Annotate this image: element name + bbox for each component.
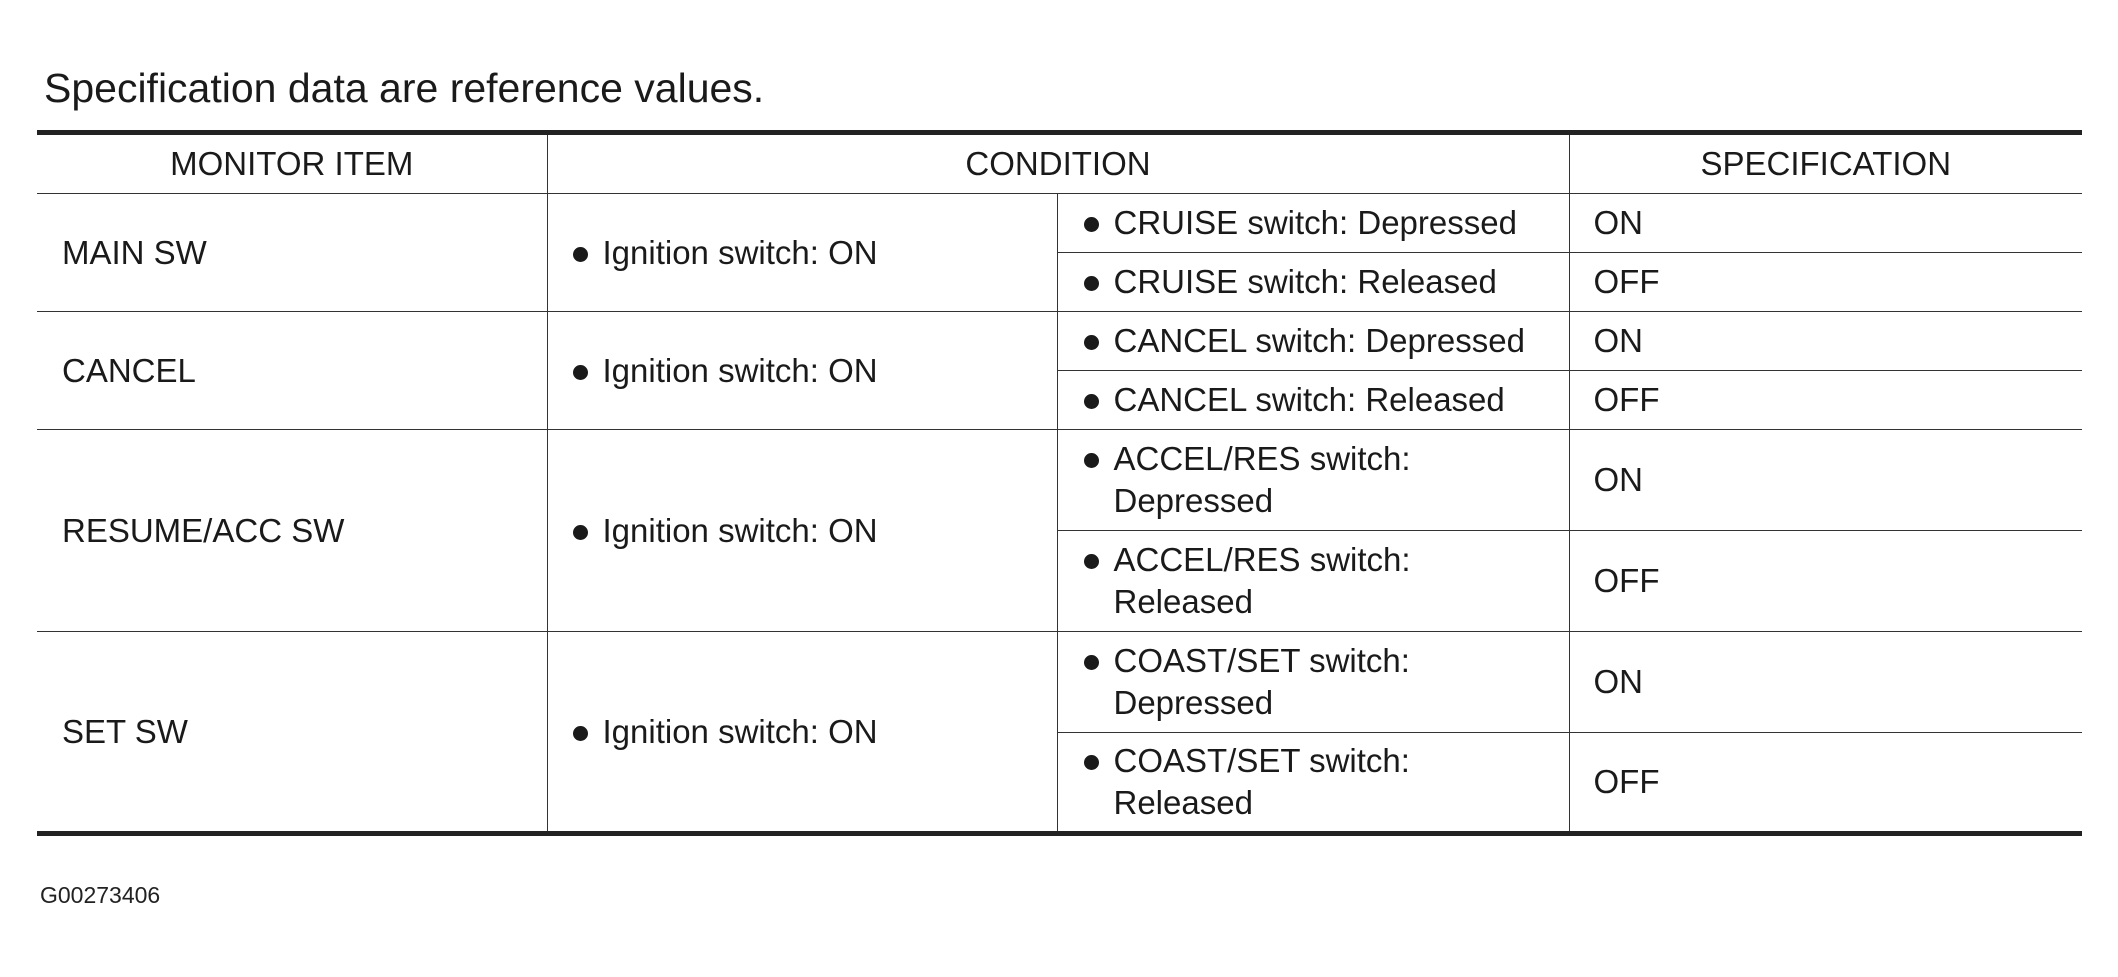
- table-row: [37, 430, 2082, 531]
- bullet-icon: [573, 247, 588, 262]
- switch-condition-line: ACCEL/RES switch:: [1113, 440, 1411, 477]
- switch-condition-cell: [1057, 733, 1569, 834]
- switch-condition-text: CANCEL switch: Depressed: [1113, 322, 1525, 359]
- header-row: [37, 133, 2082, 194]
- ignition-condition-text: Ignition switch: ON: [602, 511, 878, 549]
- bullet-icon: [1084, 276, 1099, 291]
- bullet-icon: [1084, 655, 1099, 670]
- table-row: [37, 194, 2082, 253]
- intro-note: Specification data are reference values.: [44, 65, 765, 111]
- bullet-icon: [1084, 335, 1099, 350]
- header-condition: CONDITION: [547, 133, 1569, 194]
- header-specification: SPECIFICATION: [1569, 133, 2082, 194]
- specification-cell: OFF: [1569, 253, 2082, 312]
- switch-condition-cell: [1057, 312, 1569, 371]
- monitor-item-cell: MAIN SW: [37, 194, 547, 312]
- switch-condition-line: Depressed: [1113, 482, 1274, 519]
- ignition-condition-cell: [547, 430, 1057, 632]
- switch-condition-text: [1114, 740, 1410, 824]
- ignition-condition-cell: [547, 194, 1057, 312]
- switch-condition-line: Released: [1113, 583, 1253, 620]
- bullet-icon: [1084, 554, 1099, 569]
- table-row: [37, 632, 2082, 733]
- ignition-condition-text: Ignition switch: ON: [602, 351, 878, 389]
- switch-condition-text: [1114, 539, 1411, 623]
- specification-cell: OFF: [1569, 371, 2082, 430]
- table-row: [37, 312, 2082, 371]
- monitor-item-cell: SET SW: [37, 632, 547, 834]
- switch-condition-line: Depressed: [1113, 684, 1274, 721]
- monitor-item-cell: RESUME/ACC SW: [37, 430, 547, 632]
- switch-condition-cell: [1057, 371, 1569, 430]
- specification-cell: ON: [1569, 312, 2082, 371]
- bullet-icon: [1084, 453, 1099, 468]
- ignition-condition-cell: [547, 312, 1057, 430]
- specification-table: [37, 130, 2082, 836]
- bullet-icon: [573, 726, 588, 741]
- bullet-icon: [573, 365, 588, 380]
- switch-condition-text: CRUISE switch: Depressed: [1113, 204, 1517, 241]
- switch-condition-line: Released: [1113, 784, 1253, 821]
- switch-condition-text: CANCEL switch: Released: [1113, 381, 1505, 418]
- switch-condition-cell: [1057, 253, 1569, 312]
- ignition-condition-text: Ignition switch: ON: [602, 712, 878, 750]
- switch-condition-cell: [1057, 531, 1569, 632]
- ignition-condition-text: Ignition switch: ON: [602, 233, 878, 271]
- specification-cell: OFF: [1569, 531, 2082, 632]
- switch-condition-text: [1114, 438, 1411, 522]
- switch-condition-text: [1114, 640, 1410, 724]
- ignition-condition-cell: [547, 632, 1057, 834]
- specification-cell: ON: [1569, 430, 2082, 531]
- switch-condition-line: ACCEL/RES switch:: [1113, 541, 1411, 578]
- switch-condition-cell: [1057, 632, 1569, 733]
- monitor-item-cell: CANCEL: [37, 312, 547, 430]
- header-monitor-item: MONITOR ITEM: [37, 133, 547, 194]
- switch-condition-line: COAST/SET switch:: [1113, 742, 1410, 779]
- switch-condition-line: COAST/SET switch:: [1113, 642, 1410, 679]
- bullet-icon: [573, 525, 588, 540]
- specification-cell: OFF: [1569, 733, 2082, 834]
- specification-cell: ON: [1569, 194, 2082, 253]
- switch-condition-cell: [1057, 430, 1569, 531]
- specification-cell: ON: [1569, 632, 2082, 733]
- switch-condition-text: CRUISE switch: Released: [1113, 263, 1497, 300]
- bullet-icon: [1084, 217, 1099, 232]
- bullet-icon: [1084, 394, 1099, 409]
- figure-reference-code: G00273406: [40, 882, 161, 908]
- switch-condition-cell: [1057, 194, 1569, 253]
- bullet-icon: [1084, 755, 1099, 770]
